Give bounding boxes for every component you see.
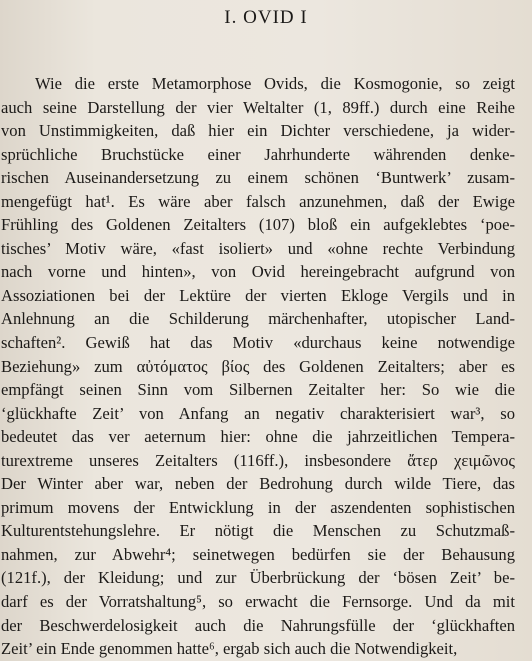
text-line: Anlehnung an die Schilderung märchenhafter, utopischer Land- bbox=[1, 309, 515, 329]
text-line: Assoziationen bei der Lektüre der vierten Ekloge Vergils und in bbox=[1, 285, 515, 305]
text-line: Kulturentstehungslehre. Er nötigt die Menschen zu Schutzmaß- bbox=[1, 521, 515, 541]
text-line: Beziehung» zum αὐτόματος βίος des Goldenen Zeitalters; aber es bbox=[1, 356, 515, 376]
text-line: auch seine Darstellung der vier Weltalter (1, 89ff.) durch eine Reihe bbox=[1, 97, 515, 117]
text-line: Wie die erste Metamorphose Ovids, die Kosmogonie, so zeigt bbox=[35, 74, 515, 93]
chapter-heading: I. OVID I bbox=[224, 7, 308, 28]
text-line: sprüchliche Bruchstücke einer Jahrhunderte währenden denke- bbox=[1, 144, 515, 164]
text-line: Frühling des Goldenen Zeitalters (107) bloß ein aufgeklebtes ‘poe- bbox=[1, 215, 515, 235]
text-line: mengefügt hat¹. Es wäre aber falsch anzunehmen, daß der Ewige bbox=[1, 191, 515, 211]
text-line: ‘glückhafte Zeit’ von Anfang an negativ charakterisiert war³, so bbox=[1, 403, 515, 423]
text-line: primum movens der Entwicklung in der aszendenten sophistischen bbox=[1, 497, 515, 517]
text-line: darf es der Vorratshaltung⁵, so erwacht die Fernsorge. Und da mit bbox=[1, 592, 515, 612]
text-line: rischen Auseinandersetzung zu einem schönen ‘Buntwerk’ zusam- bbox=[1, 168, 515, 188]
text-line: nach vorne und hinten», von Ovid hereingebracht aufgrund von bbox=[1, 262, 515, 282]
text-line: empfängt seinen Sinn vom Silbernen Zeitalter her: So wie die bbox=[1, 380, 515, 400]
body-paragraph bbox=[1, 72, 515, 661]
text-line: bedeutet das ver aeternum hier: ohne die jahrzeitlichen Tempera- bbox=[1, 427, 515, 447]
text-line: der Beschwerdelosigkeit auch die Nahrungsfülle der ‘glückhaften bbox=[1, 615, 515, 635]
text-line: von Unstimmigkeiten, daß hier ein Dichter verschiedene, ja wider- bbox=[1, 121, 515, 141]
text-line: Der Winter aber war, neben der Bedrohung durch wilde Tiere, das bbox=[1, 474, 515, 494]
text-line: Zeit’ ein Ende genommen hatte⁶, ergab sich auch die Notwendigkeit, bbox=[1, 639, 458, 659]
text-line: (121f.), der Kleidung; und zur Überbrückung der ‘bösen Zeit’ be- bbox=[1, 568, 515, 588]
text-line: tisches’ Motiv wäre, «fast isoliert» und «ohne rechte Verbindung bbox=[1, 238, 515, 258]
text-line: turextreme unseres Zeitalters (116ff.), insbesondere ἄτερ χειμῶνος bbox=[1, 450, 515, 470]
text-line: nahmen, zur Abwehr⁴; seinetwegen bedürfen sie der Behausung bbox=[1, 544, 515, 564]
text-line: schaften². Gewiß hat das Motiv «durchaus keine notwendige bbox=[1, 333, 515, 353]
